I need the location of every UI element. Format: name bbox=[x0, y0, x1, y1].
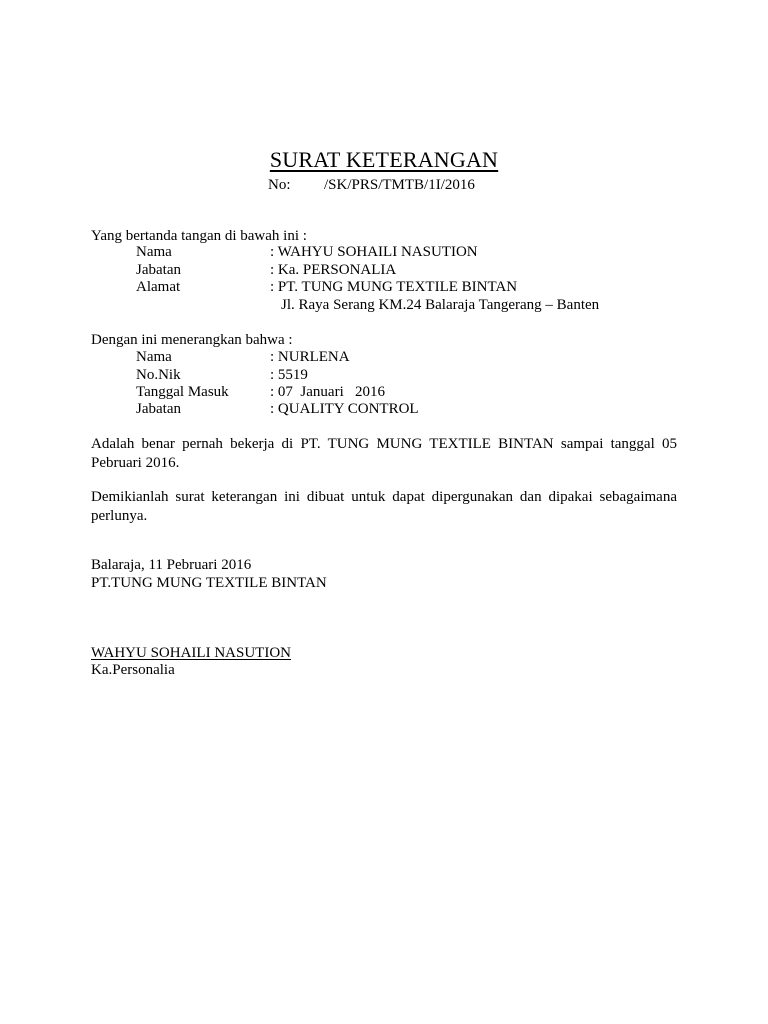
signer-name-value: : WAHYU SOHAILI NASUTION bbox=[270, 244, 478, 260]
closing-paragraph: Demikianlah surat keterangan ini dibuat untuk dapat dipergunakan dan dipakai sebagaimana perlunya. bbox=[91, 489, 677, 524]
letter-number: /SK/PRS/TMTB/1I/2016 bbox=[324, 177, 475, 193]
employee-name-value: : NURLENA bbox=[270, 349, 350, 365]
signer-position-label: Jabatan bbox=[136, 262, 181, 278]
employee-position-label: Jabatan bbox=[136, 401, 181, 417]
employee-nik-label: No.Nik bbox=[136, 367, 181, 383]
document-title: SURAT KETERANGAN bbox=[269, 147, 499, 172]
company-name: PT.TUNG MUNG TEXTILE BINTAN bbox=[91, 575, 327, 591]
signer-name-label: Nama bbox=[136, 244, 172, 260]
intro-text: Yang bertanda tangan di bawah ini : bbox=[91, 228, 307, 244]
number-label: No: bbox=[268, 177, 291, 193]
signature-title: Ka.Personalia bbox=[91, 662, 175, 678]
signer-address-line2: Jl. Raya Serang KM.24 Balaraja Tangerang – Banten bbox=[281, 297, 600, 313]
employee-nik-value: : 5519 bbox=[270, 367, 308, 383]
employee-start-value: : 07 Januari 2016 bbox=[270, 384, 385, 400]
employment-paragraph: Adalah benar pernah bekerja di PT. TUNG MUNG TEXTILE BINTAN sampai tanggal 05 Pebruari 2016. bbox=[91, 436, 677, 471]
signer-address-label: Alamat bbox=[136, 279, 181, 295]
signature-name: WAHYU SOHAILI NASUTION bbox=[91, 645, 291, 661]
employee-position-value: : QUALITY CONTROL bbox=[270, 401, 419, 417]
place-date: Balaraja, 11 Pebruari 2016 bbox=[91, 557, 252, 573]
signer-address-value: : PT. TUNG MUNG TEXTILE BINTAN bbox=[270, 279, 518, 295]
employee-name-label: Nama bbox=[136, 349, 172, 365]
statement-intro: Dengan ini menerangkan bahwa : bbox=[91, 332, 293, 348]
employee-start-label: Tanggal Masuk bbox=[136, 384, 229, 400]
signer-position-value: : Ka. PERSONALIA bbox=[270, 262, 397, 278]
